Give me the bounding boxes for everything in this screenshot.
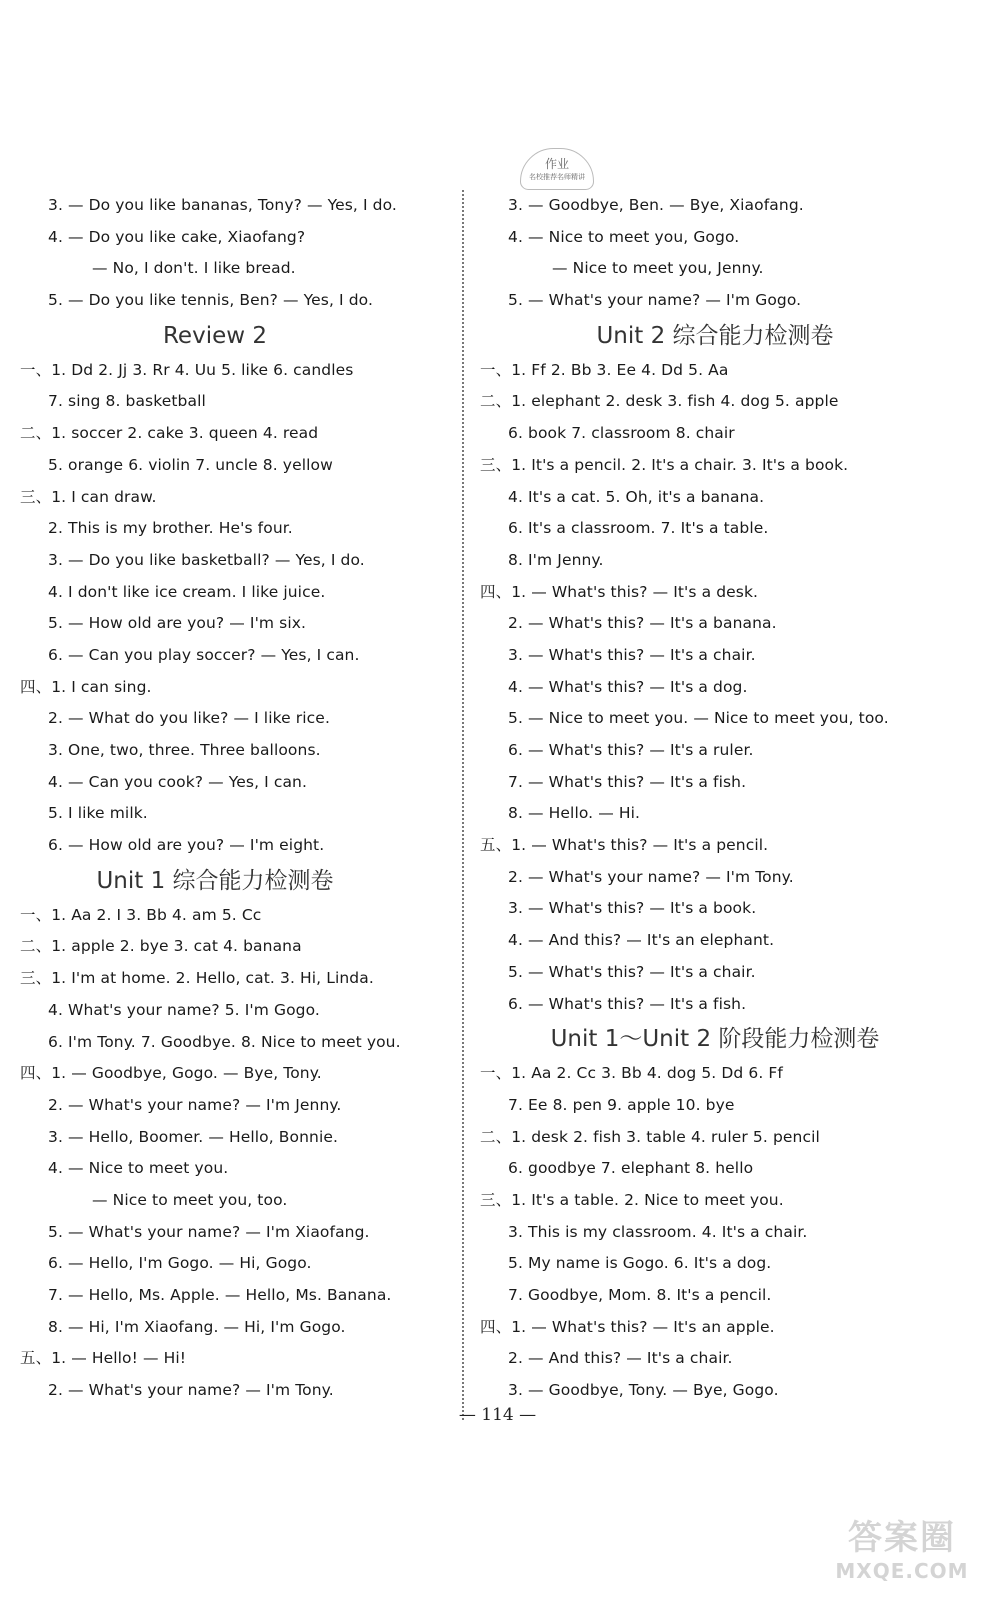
column-divider <box>462 190 464 1420</box>
watermark-logo <box>827 1510 977 1583</box>
stamp-subtext: 名校推荐名师精讲 <box>529 173 585 181</box>
answer-line: 三、1. I can draw. <box>20 487 157 506</box>
answer-line: 一、1. Aa 2. Cc 3. Bb 4. dog 5. Dd 6. Ff <box>480 1064 783 1083</box>
answer-line: 8. I'm Jenny. <box>508 550 604 569</box>
answer-line: 三、1. I'm at home. 2. Hello, cat. 3. Hi, Linda. <box>20 969 374 988</box>
answer-line: 二、1. desk 2. fish 3. table 4. ruler 5. pencil <box>480 1127 820 1146</box>
answer-line: 5. — Do you like tennis, Ben? — Yes, I do. <box>48 291 374 310</box>
answer-line: 6. goodbye 7. elephant 8. hello <box>508 1159 754 1178</box>
answer-line: 5. My name is Gogo. 6. It's a dog. <box>508 1254 772 1273</box>
answer-line: 4. — Nice to meet you. <box>48 1159 229 1178</box>
answer-line: 四、1. — Goodbye, Gogo. — Bye, Tony. <box>20 1064 322 1083</box>
answer-line: 5. — What's your name? — I'm Xiaofang. <box>48 1222 370 1241</box>
watermark-text: 答案圈 <box>848 1518 956 1558</box>
answer-line: 4. — Can you cook? — Yes, I can. <box>48 772 308 791</box>
section-heading: Review 2 <box>162 322 267 349</box>
answer-line: 7. sing 8. basketball <box>48 392 206 411</box>
answer-line: 四、1. — What's this? — It's an apple. <box>480 1317 775 1336</box>
stamp-text: 作业 <box>544 157 569 171</box>
answer-line: 四、1. I can sing. <box>20 677 152 696</box>
answer-line: 7. Ee 8. pen 9. apple 10. bye <box>508 1095 735 1114</box>
answer-line: 6. — What's this? — It's a ruler. <box>508 741 754 759</box>
answer-line: 五、1. — Hello! — Hi! <box>20 1349 187 1368</box>
answer-line: 3. — Hello, Boomer. — Hello, Bonnie. <box>48 1127 339 1146</box>
answer-line: 4. — Nice to meet you, Gogo. <box>508 227 740 246</box>
answer-line: 5. orange 6. violin 7. uncle 8. yellow <box>48 455 333 474</box>
answer-line: 6. book 7. classroom 8. chair <box>508 424 735 443</box>
answer-line: 3. One, two, three. Three balloons. <box>48 741 321 759</box>
answer-line: 5. — How old are you? — I'm six. <box>48 614 307 633</box>
answer-line: 3. — Do you like basketball? — Yes, I do. <box>48 550 365 569</box>
answer-line: 7. — What's this? — It's a fish. <box>508 772 747 791</box>
answer-line: 一、1. Ff 2. Bb 3. Ee 4. Dd 5. Aa <box>480 360 729 379</box>
answer-line: 4. I don't like ice cream. I like juice. <box>48 582 326 601</box>
answer-line: 6. — Hello, I'm Gogo. — Hi, Gogo. <box>48 1254 312 1273</box>
answer-line: 4. — Do you like cake, Xiaofang? <box>48 227 306 246</box>
answer-line: 2. This is my brother. He's four. <box>48 519 293 538</box>
answer-line: 五、1. — What's this? — It's a pencil. <box>480 836 769 855</box>
answer-line: 四、1. — What's this? — It's a desk. <box>480 582 759 601</box>
stamp-logo <box>520 148 594 190</box>
answer-line: 6. — How old are you? — I'm eight. <box>48 836 325 855</box>
answer-line: 3. — Goodbye, Ben. — Bye, Xiaofang. <box>508 196 804 214</box>
section-heading: Unit 1～Unit 2 阶段能力检测卷 <box>550 1026 880 1053</box>
answer-line: 一、1. Dd 2. Jj 3. Rr 4. Uu 5. like 6. candles <box>20 360 354 379</box>
answer-line: 7. Goodbye, Mom. 8. It's a pencil. <box>508 1286 772 1304</box>
answer-line: 2. — What's this? — It's a banana. <box>508 614 777 633</box>
answer-line: 二、1. soccer 2. cake 3. queen 4. read <box>20 424 319 443</box>
answer-line: 5. I like milk. <box>48 804 148 823</box>
answer-line: 二、1. apple 2. bye 3. cat 4. banana <box>20 937 302 956</box>
answer-line: 7. — Hello, Ms. Apple. — Hello, Ms. Banana. <box>48 1286 392 1304</box>
answer-line: 3. — What's this? — It's a book. <box>508 899 757 918</box>
answer-line: 2. — What do you like? — I like rice. <box>48 709 330 728</box>
answer-line: — No, I don't. I like bread. <box>92 259 296 278</box>
answer-line: 5. — Nice to meet you. — Nice to meet you, too. <box>508 709 889 728</box>
right-column <box>480 190 980 1407</box>
answer-line: 4. What's your name? 5. I'm Gogo. <box>48 1000 320 1019</box>
answer-line: 4. It's a cat. 5. Oh, it's a banana. <box>508 487 765 506</box>
answer-line: 2. — What's your name? — I'm Jenny. <box>48 1095 342 1114</box>
answer-line: 2. — And this? — It's a chair. <box>508 1349 733 1368</box>
answer-line: 2. — What's your name? — I'm Tony. <box>48 1381 334 1400</box>
answer-line: 二、1. elephant 2. desk 3. fish 4. dog 5. apple <box>480 392 839 411</box>
section-heading: Unit 2 综合能力检测卷 <box>596 322 834 349</box>
answer-line: 6. I'm Tony. 7. Goodbye. 8. Nice to meet you. <box>48 1032 401 1051</box>
answer-line: 三、1. It's a pencil. 2. It's a chair. 3. It's a book. <box>480 455 849 474</box>
answer-line: 4. — What's this? — It's a dog. <box>508 677 748 696</box>
watermark-url: MXQE.COM <box>835 1559 969 1583</box>
answer-line: 5. — What's your name? — I'm Gogo. <box>508 291 802 310</box>
answer-line: 6. — Can you play soccer? — Yes, I can. <box>48 645 360 664</box>
answer-line: 8. — Hello. — Hi. <box>508 804 641 823</box>
answer-line: 8. — Hi, I'm Xiaofang. — Hi, I'm Gogo. <box>48 1317 346 1336</box>
answer-line: 3. — Do you like bananas, Tony? — Yes, I do. <box>48 196 397 214</box>
answer-line: 6. It's a classroom. 7. It's a table. <box>508 519 769 538</box>
answer-line: 5. — What's this? — It's a chair. <box>508 962 756 981</box>
answer-line: 6. — What's this? — It's a fish. <box>508 994 747 1013</box>
answer-line: 3. — Goodbye, Tony. — Bye, Gogo. <box>508 1381 779 1400</box>
answer-line: 一、1. Aa 2. I 3. Bb 4. am 5. Cc <box>20 905 262 924</box>
page-number: — 114 — <box>458 1405 537 1425</box>
answer-line: 三、1. It's a table. 2. Nice to meet you. <box>480 1190 784 1209</box>
answer-line: 3. — What's this? — It's a chair. <box>508 645 756 664</box>
answer-line: — Nice to meet you, Jenny. <box>552 259 764 278</box>
section-heading: Unit 1 综合能力检测卷 <box>96 867 334 894</box>
answer-line: 3. This is my classroom. 4. It's a chair. <box>508 1222 808 1241</box>
answer-line: 2. — What's your name? — I'm Tony. <box>508 867 794 886</box>
left-column <box>20 190 450 1407</box>
answer-line: 4. — And this? — It's an elephant. <box>508 931 775 950</box>
answer-line: — Nice to meet you, too. <box>92 1190 288 1209</box>
